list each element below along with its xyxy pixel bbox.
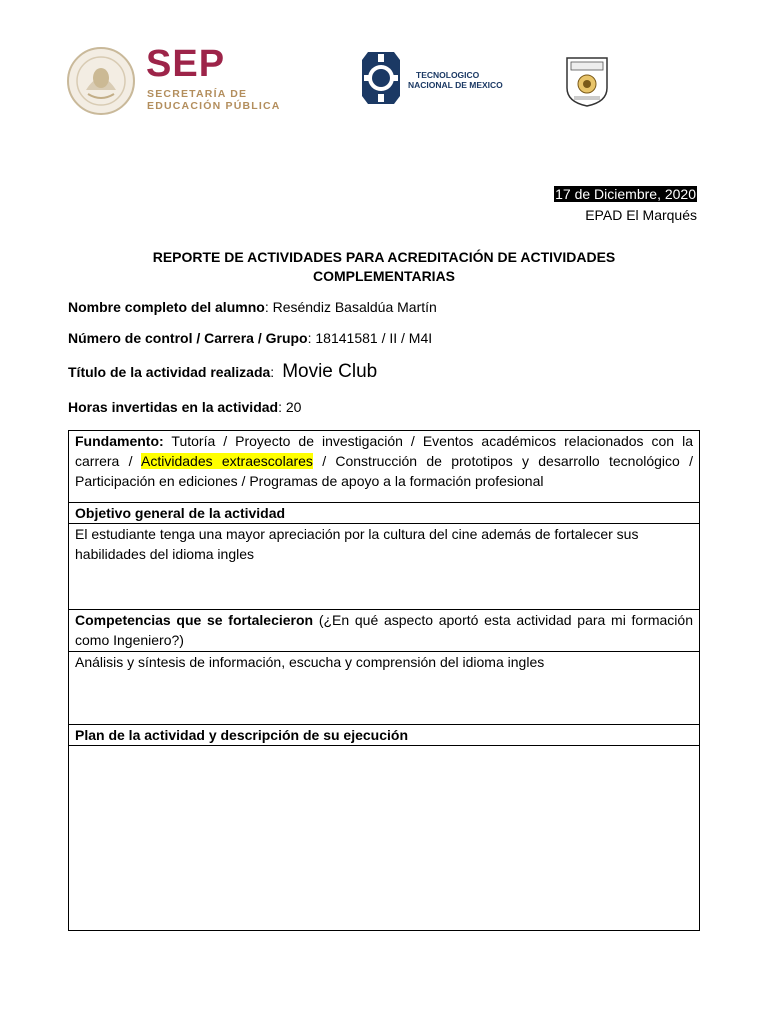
report-place: EPAD El Marqués [585, 207, 697, 223]
control-number-field [68, 329, 432, 347]
activity-title-value: Movie Club [282, 361, 378, 382]
student-name-label: Nombre completo del alumno [68, 299, 265, 315]
report-date: 17 de Diciembre, 2020 [555, 186, 696, 202]
sep-subtitle-line1: SECRETARÍA DE [147, 88, 248, 100]
fundamento-label: Fundamento: [75, 433, 164, 449]
student-name-value: : Reséndiz Basaldúa Martín [264, 299, 437, 315]
competencias-header-cell [69, 610, 699, 652]
competencias-value-cell [69, 652, 699, 725]
hours-field [68, 398, 301, 416]
sep-subtitle-line2: EDUCACIÓN PÚBLICA [147, 100, 281, 112]
activity-title-colon: : [270, 364, 275, 380]
tecnm-gear-logo-icon [358, 48, 404, 108]
hours-label: Horas invertidas en la actividad [68, 399, 279, 415]
school-shield-logo-icon [562, 52, 612, 108]
tecnm-name-line2: NACIONAL DE MEXICO [408, 80, 503, 90]
objetivo-value-cell [69, 524, 699, 610]
competencias-label: Competencias que se fortalecieron [75, 612, 314, 628]
student-name-field [68, 298, 437, 316]
objetivo-value: El estudiante tenga una mayor apreciación por la cultura del cine además de fortalecer sus habilidades del idioma ingles [75, 526, 639, 562]
document-title [100, 248, 668, 286]
plan-label: Plan de la actividad y descripción de su ejecución [75, 727, 409, 743]
fundamento-cell [69, 431, 699, 503]
competencias-note: (¿En qué aspecto aportó esta actividad para mi formación como Ingeniero?) [75, 612, 693, 648]
sep-wordmark: SEP [146, 43, 226, 85]
plan-value-cell [69, 746, 699, 930]
document-title-line1: REPORTE DE ACTIVIDADES PARA ACREDITACIÓN DE ACTIVIDADES [152, 249, 616, 265]
activity-report-table [68, 430, 700, 931]
activity-title-field [68, 363, 377, 381]
control-number-label: Número de control / Carrera / Grupo [68, 330, 308, 346]
control-number-value: : 18141581 / II / M4I [307, 330, 433, 346]
plan-header-cell [69, 725, 699, 746]
fundamento-text-before: Tutoría / Proyecto de investigación / Eventos académicos relacionados con la carrera / [75, 433, 693, 469]
activity-title-label: Título de la actividad realizada [68, 364, 271, 380]
fundamento-text-after: / Construcción de prototipos y desarrollo tecnológico / Participación en ediciones / Programas de apoyo a la formación profesional [75, 453, 693, 489]
hours-value: : 20 [278, 399, 302, 415]
mexico-coat-of-arms-icon [66, 46, 136, 116]
fundamento-highlighted-option: Actividades extraescolares [141, 453, 313, 469]
objetivo-header-cell [69, 503, 699, 524]
document-title-line2: COMPLEMENTARIAS [312, 268, 456, 284]
tecnm-name-line1: TECNOLOGICO [416, 70, 480, 80]
document-header [0, 38, 768, 128]
objetivo-label: Objetivo general de la actividad [75, 505, 286, 521]
competencias-value: Análisis y síntesis de información, escucha y comprensión del idioma ingles [75, 654, 545, 670]
